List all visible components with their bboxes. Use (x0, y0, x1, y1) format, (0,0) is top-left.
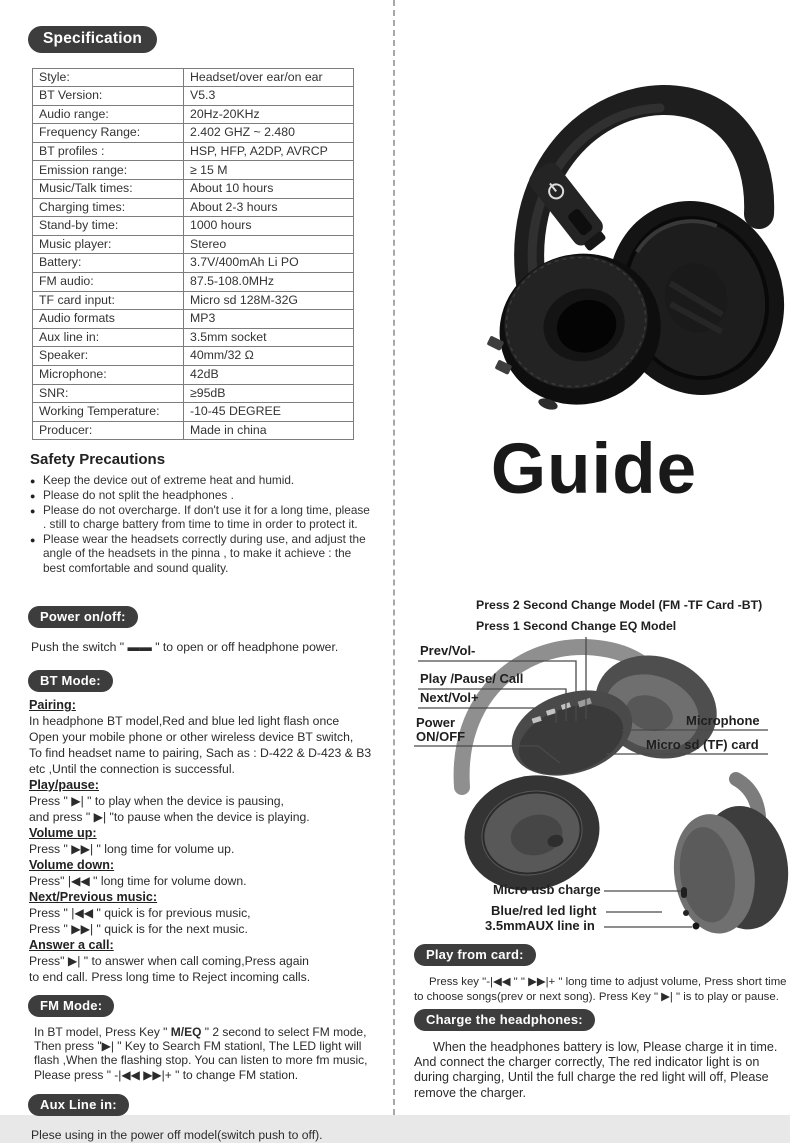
text-line: to end call. Press long time to Reject incoming calls. (29, 970, 311, 984)
spec-row (33, 310, 354, 329)
volume-up-heading: Volume up: (29, 826, 97, 840)
text-line: flash ,When the flashing stop. You can listen to more fm music, (34, 1053, 368, 1068)
callout-next-vol-plus: Next/Vol+ (420, 690, 479, 705)
pairing-heading: Pairing: (29, 698, 76, 712)
spec-row (33, 217, 354, 236)
safety-bullet: ● Please wear the headsets correctly during use, and adjust the angle of the headsets in the pinna , to make it achieve : the best comfortable and sound quality. (30, 532, 374, 576)
aux-body: Plese using in the power off model(switch push to off). (31, 1127, 323, 1142)
answer-call-heading: Answer a call: (29, 938, 114, 952)
spec-label: Music/Talk times: (33, 180, 184, 199)
guide-title: Guide (490, 430, 698, 509)
play-pause-heading: Play/pause: (29, 778, 99, 792)
text-line: and press " ▶| "to pause when the device is playing. (29, 810, 310, 824)
spec-value: About 10 hours (184, 180, 354, 199)
power-body: Push the switch " ▬▬ " to open or off headphone power. (31, 640, 339, 654)
spec-row (33, 142, 354, 161)
spec-label: TF card input: (33, 291, 184, 310)
spec-row (33, 384, 354, 403)
spec-label: Audio range: (33, 105, 184, 124)
spec-label: Audio formats (33, 310, 184, 329)
spec-value: V5.3 (184, 87, 354, 106)
callout-play-pause-call: Play /Pause/ Call (420, 671, 524, 686)
safety-section (28, 451, 374, 575)
callout-aux-line-in: 3.5mmAUX line in (485, 918, 595, 933)
specification-table (32, 68, 354, 441)
spec-value: 3.7V/400mAh Li PO (184, 254, 354, 273)
text-line: Press " ▶▶| " quick is for the next music. (29, 922, 248, 936)
callout-prev-vol-minus: Prev/Vol- (420, 643, 476, 658)
charge-body: When the headphones battery is low, Please charge it in time. And connect the charger correctly, The red indicator light is on during charging, Until the full charge the red light will off, Please remove the charger. (414, 1040, 778, 1100)
fm-line1-pre: In BT model, Press Key " (34, 1025, 171, 1039)
spec-row (33, 68, 354, 87)
spec-row (33, 291, 354, 310)
safety-title: Safety Precautions (30, 451, 166, 469)
text-line (34, 1025, 380, 1039)
charge-section (414, 1009, 790, 1101)
fm-mode-section-title: FM Mode: (28, 995, 114, 1017)
spec-row (33, 198, 354, 217)
spec-value: 2.402 GHZ ~ 2.480 (184, 124, 354, 143)
spec-label: SNR: (33, 384, 184, 403)
spec-row (33, 403, 354, 422)
spec-label: Music player: (33, 235, 184, 254)
spec-row (33, 254, 354, 273)
spec-value: -10-45 DEGREE (184, 403, 354, 422)
spec-label: Speaker: (33, 347, 184, 366)
spec-label: FM audio: (33, 273, 184, 292)
power-section-title: Power on/off: (28, 606, 138, 628)
text-line: Press" |◀◀ " long time for volume down. (29, 874, 247, 888)
spec-value: MP3 (184, 310, 354, 329)
spec-row (33, 421, 354, 440)
spec-label: Emission range: (33, 161, 184, 180)
specification-table-body (33, 68, 354, 440)
play-from-card-body (414, 975, 788, 1005)
spec-value: 3.5mm socket (184, 328, 354, 347)
spec-label: Producer: (33, 421, 184, 440)
left-column-lower (28, 606, 380, 1143)
spec-value: Made in china (184, 421, 354, 440)
spec-value: HSP, HFP, A2DP, AVRCP (184, 142, 354, 161)
callout-micro-usb-charge: Micro usb charge (493, 882, 601, 897)
text-line: Press " |◀◀ " quick is for previous music, (29, 906, 251, 920)
text-line: Press key "-|◀◀ " " ▶▶|+ " long time to adjust volume, Press short time (429, 976, 787, 988)
specification-section-title: Specification (28, 26, 157, 53)
text-line: Please press " -|◀◀ ▶▶|+ " to change FM station. (34, 1067, 299, 1082)
spec-value: ≥ 15 M (184, 161, 354, 180)
fm-mode-body (34, 1025, 380, 1082)
callout-press-2-second: Press 2 Second Change Model (FM -TF Card -BT) (476, 598, 763, 612)
spec-label: Stand-by time: (33, 217, 184, 236)
spec-row (33, 180, 354, 199)
spec-value: Micro sd 128M-32G (184, 291, 354, 310)
fm-line1-post: " 2 second to select FM mode, (201, 1025, 367, 1039)
callout-microphone: Microphone (686, 713, 760, 728)
aux-section-title: Aux Line in: (28, 1094, 129, 1116)
safety-bullet: ● Please do not split the headphones . (30, 488, 374, 503)
text-line: etc ,Until the connection is successful. (29, 762, 235, 776)
spec-value: 1000 hours (184, 217, 354, 236)
left-column (28, 26, 374, 576)
spec-label: Frequency Range: (33, 124, 184, 143)
spec-row (33, 161, 354, 180)
spec-row (33, 235, 354, 254)
spec-row (33, 366, 354, 385)
diagram-side-earcup (666, 779, 790, 939)
headphones-photo (452, 52, 790, 400)
spec-value: 40mm/32 Ω (184, 347, 354, 366)
spec-value: About 2-3 hours (184, 198, 354, 217)
spec-row (33, 273, 354, 292)
spec-label: Charging times: (33, 198, 184, 217)
spec-value: Headset/over ear/on ear (184, 68, 354, 87)
spec-row (33, 124, 354, 143)
controls-diagram (400, 595, 790, 945)
spec-label: BT profiles : (33, 142, 184, 161)
text-line: Then press "▶| " Key to Search FM stationl, The LED light will (34, 1039, 362, 1054)
spec-label: Working Temperature: (33, 403, 184, 422)
bt-mode-section-title: BT Mode: (28, 670, 113, 692)
next-previous-heading: Next/Previous music: (29, 890, 158, 904)
spec-row (33, 347, 354, 366)
callout-power-line2: ON/OFF (416, 729, 466, 744)
text-line: Press " ▶▶| " long time for volume up. (29, 842, 235, 856)
volume-down-heading: Volume down: (29, 858, 115, 872)
spec-row (33, 87, 354, 106)
fold-divider (393, 0, 395, 1115)
spec-label: Microphone: (33, 366, 184, 385)
callout-power-line1: Power (416, 715, 456, 730)
text-line: To find headset name to pairing, Sach as : D-422 & D-423 & B3 (29, 746, 372, 760)
safety-bullet: ● Keep the device out of extreme heat and humid. (30, 473, 374, 488)
safety-bullet: ● Please do not overcharge. If don't use it for a long time, please . still to charge battery from time to time in order to protect it. (30, 503, 374, 532)
spec-value: 87.5-108.0MHz (184, 273, 354, 292)
callout-led-light: Blue/red led light (491, 903, 597, 918)
play-from-card-title: Play from card: (414, 944, 536, 966)
spec-row (33, 105, 354, 124)
meq-key-label: M/EQ (170, 1025, 202, 1039)
spec-label: Aux line in: (33, 328, 184, 347)
text-line: In headphone BT model,Red and blue led light flash once (29, 714, 340, 728)
spec-value: ≥95dB (184, 384, 354, 403)
safety-bullet-list (28, 473, 374, 575)
play-from-card-section (414, 944, 788, 1005)
spec-label: Battery: (33, 254, 184, 273)
spec-value: Stereo (184, 235, 354, 254)
spec-label: BT Version: (33, 87, 184, 106)
text-line: Press " ▶| " to play when the device is pausing, (29, 794, 284, 808)
text-line: Open your mobile phone or other wireless device BT switch, (29, 730, 354, 744)
text-line: Press" ▶| " to answer when call coming,Press again (29, 954, 309, 968)
callout-micro-sd-card: Micro sd (TF) card (646, 737, 759, 752)
text-line: to choose songs(prev or next song). Press Key " ▶| " is to play or pause. (414, 991, 779, 1003)
bt-mode-body (29, 697, 380, 985)
spec-row (33, 328, 354, 347)
charge-title: Charge the headphones: (414, 1009, 595, 1031)
spec-value: 20Hz-20KHz (184, 105, 354, 124)
callout-press-1-second: Press 1 Second Change EQ Model (476, 619, 677, 633)
spec-label: Style: (33, 68, 184, 87)
spec-value: 42dB (184, 366, 354, 385)
